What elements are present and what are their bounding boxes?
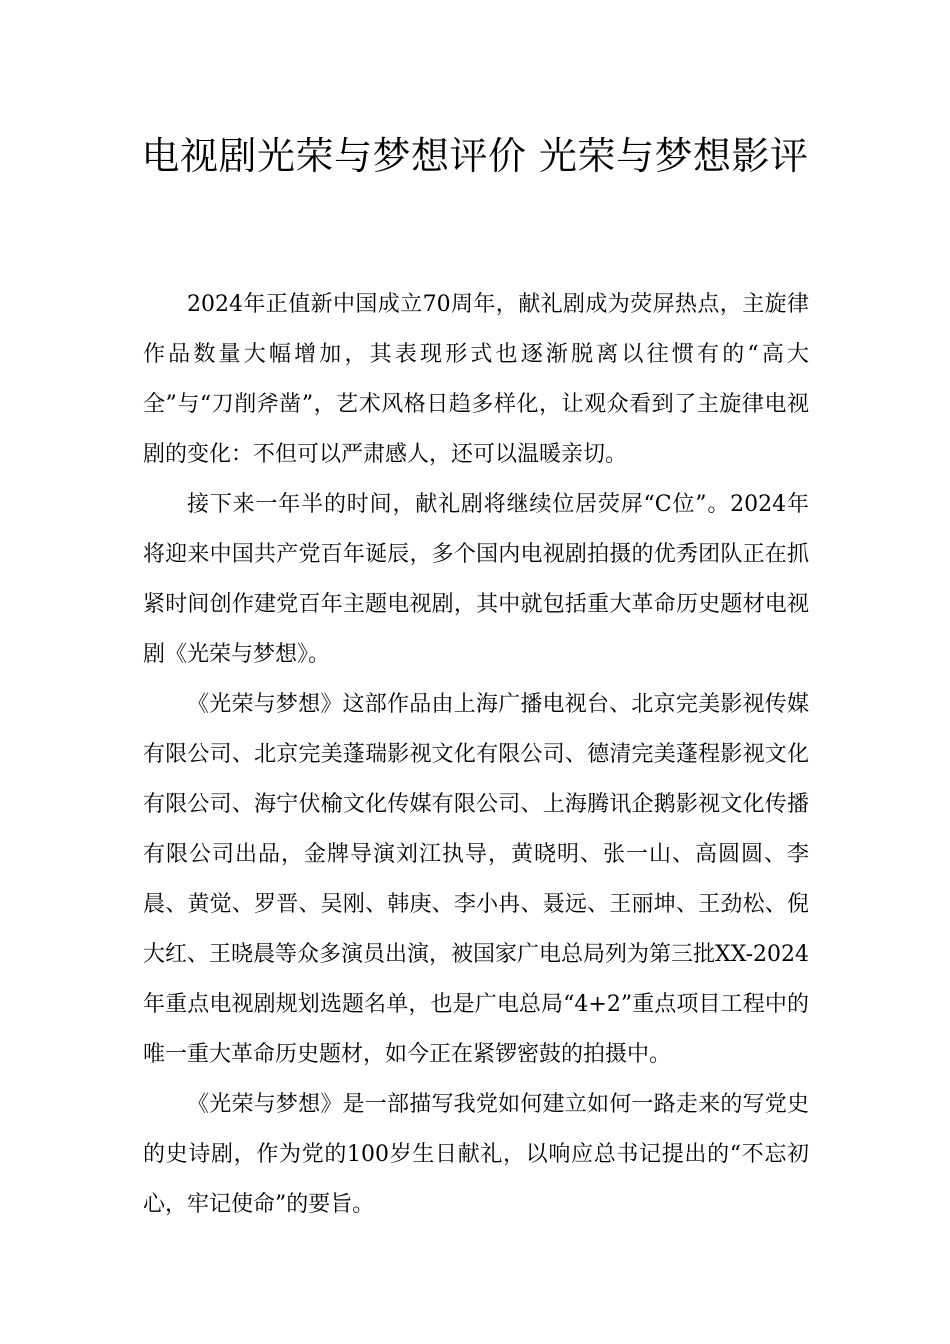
document-title: 电视剧光荣与梦想评价 光荣与梦想影评 [141,134,809,178]
paragraph-3: 《光荣与梦想》这部作品由上海广播电视台、北京完美影视传媒有限公司、北京完美蓬瑞影视文化有限公司、德清完美蓬程影视文化有限公司、海宁伏榆文化传媒有限公司、上海腾讯企鹅影视文化传播有限公司出品，金牌导演刘江执导，黄晓明、张一山、高圆圆、李晨、黄觉、罗晋、吴刚、韩庚、李小冉、聂远、王丽坤、王劲松、倪大红、王晓晨等众多演员出演，被国家广电总局列为第三批XX-2024年重点电视剧规划选题名单，也是广电总局“4+2”重点项目工程中的唯一重大革命历史题材，如今正在紧锣密鼓的拍摄中。 [143,692,809,1067]
document-body [143,280,809,1230]
paragraph-4: 《光荣与梦想》是一部描写我党如何建立如何一路走来的写党史的史诗剧，作为党的100岁生日献礼，以响应总书记提出的“不忘初心，牢记使命”的要旨。 [143,1092,809,1217]
paragraph-2: 接下来一年半的时间，献礼剧将继续位居荧屏“C位”。2024年将迎来中国共产党百年诞辰，多个国内电视剧拍摄的优秀团队正在抓紧时间创作建党百年主题电视剧，其中就包括重大革命历史题材电视剧《光荣与梦想》。 [143,492,809,667]
paragraph-1: 2024年正值新中国成立70周年，献礼剧成为荧屏热点，主旋律作品数量大幅增加，其表现形式也逐渐脱离以往惯有的“高大全”与“刀削斧凿”，艺术风格日趋多样化，让观众看到了主旋律电视剧的变化：不但可以严肃感人，还可以温暖亲切。 [143,292,809,467]
